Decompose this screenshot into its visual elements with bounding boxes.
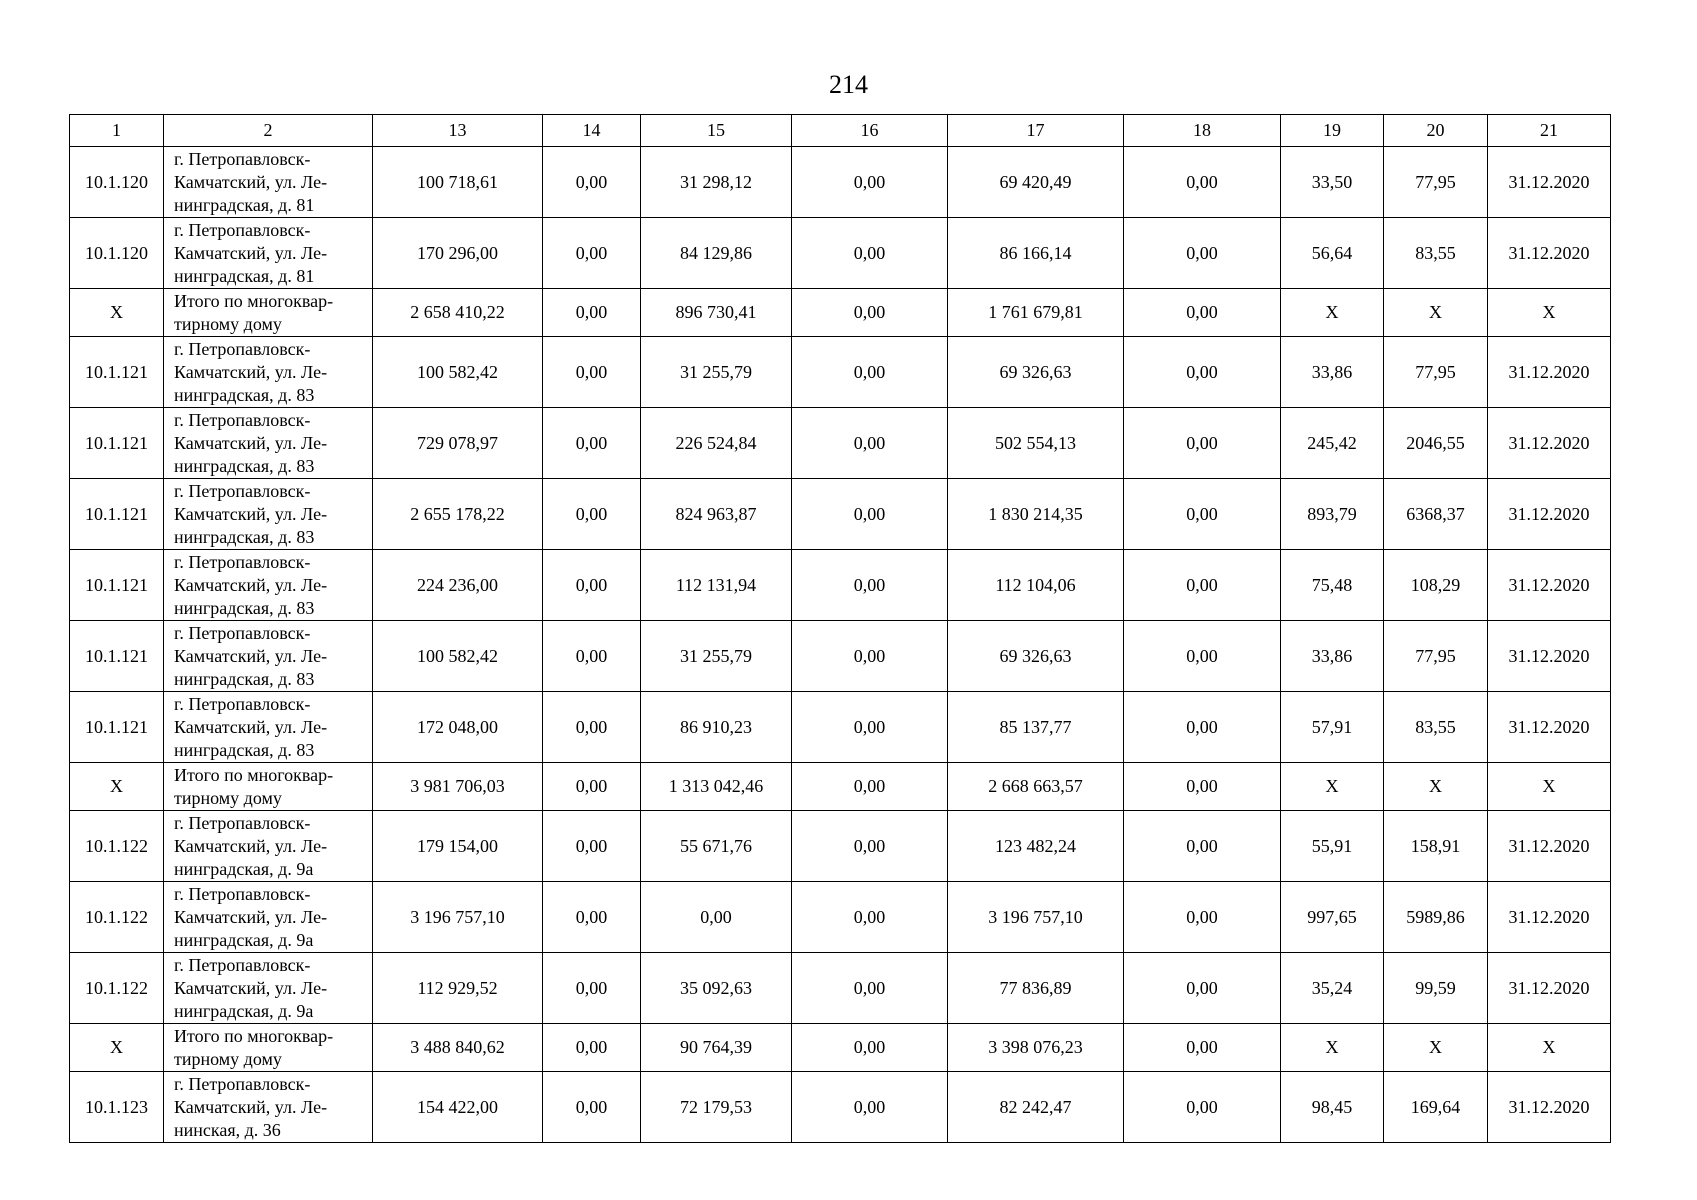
amount-col15-cell: 226 524,84: [641, 408, 792, 479]
row-id-cell: X: [70, 763, 164, 811]
amount-col18-cell: 0,00: [1124, 147, 1281, 218]
amount-col18-cell: 0,00: [1124, 218, 1281, 289]
address-cell: [164, 953, 373, 1024]
amount-col13-cell: 179 154,00: [373, 811, 543, 882]
amount-col18-cell: 0,00: [1124, 882, 1281, 953]
date-col21-cell: 31.12.2020: [1488, 408, 1611, 479]
value-col19-cell: X: [1281, 1024, 1384, 1072]
amount-col16-cell: 0,00: [792, 953, 948, 1024]
amount-col15-cell: 90 764,39: [641, 1024, 792, 1072]
table-row: [70, 621, 1611, 692]
value-col19-cell: 35,24: [1281, 953, 1384, 1024]
value-col20-cell: X: [1384, 763, 1488, 811]
amount-col16-cell: 0,00: [792, 692, 948, 763]
address-line: нинградская, д. 83: [174, 597, 315, 618]
address-cell: [164, 147, 373, 218]
value-col20-cell: 77,95: [1384, 621, 1488, 692]
address-cell: [164, 550, 373, 621]
date-col21-cell: 31.12.2020: [1488, 811, 1611, 882]
address-line: Камчатский, ул. Ле-: [174, 977, 328, 998]
amount-col14-cell: 0,00: [543, 1024, 641, 1072]
date-col21-cell: 31.12.2020: [1488, 1072, 1611, 1143]
amount-col16-cell: 0,00: [792, 1072, 948, 1143]
total-row: [70, 1024, 1611, 1072]
value-col19-cell: 56,64: [1281, 218, 1384, 289]
amount-col18-cell: 0,00: [1124, 289, 1281, 337]
row-id-cell: 10.1.121: [70, 479, 164, 550]
amount-col16-cell: 0,00: [792, 763, 948, 811]
amount-col14-cell: 0,00: [543, 550, 641, 621]
row-id-cell: 10.1.122: [70, 882, 164, 953]
address-line: Итого по многоквар-: [174, 290, 334, 311]
amount-col17-cell: 69 326,63: [948, 337, 1124, 408]
value-col20-cell: 169,64: [1384, 1072, 1488, 1143]
page-number: 214: [829, 70, 868, 99]
amount-col18-cell: 0,00: [1124, 550, 1281, 621]
table-row: [70, 882, 1611, 953]
value-col20-cell: X: [1384, 1024, 1488, 1072]
amount-col17-cell: 85 137,77: [948, 692, 1124, 763]
amount-col18-cell: 0,00: [1124, 953, 1281, 1024]
address-cell: [164, 289, 373, 337]
amount-col18-cell: 0,00: [1124, 1072, 1281, 1143]
date-col21-cell: 31.12.2020: [1488, 550, 1611, 621]
amount-col15-cell: 84 129,86: [641, 218, 792, 289]
amount-col13-cell: 729 078,97: [373, 408, 543, 479]
amount-col17-cell: 86 166,14: [948, 218, 1124, 289]
amount-col14-cell: 0,00: [543, 763, 641, 811]
row-id-cell: X: [70, 1024, 164, 1072]
amount-col13-cell: 3 488 840,62: [373, 1024, 543, 1072]
value-col20-cell: 6368,37: [1384, 479, 1488, 550]
table-row: [70, 1072, 1611, 1143]
value-col20-cell: 158,91: [1384, 811, 1488, 882]
address-line: Камчатский, ул. Ле-: [174, 242, 328, 263]
address-line: Камчатский, ул. Ле-: [174, 835, 328, 856]
amount-col18-cell: 0,00: [1124, 692, 1281, 763]
value-col20-cell: 77,95: [1384, 147, 1488, 218]
table-row: [70, 337, 1611, 408]
amount-col14-cell: 0,00: [543, 692, 641, 763]
address-line: нинградская, д. 83: [174, 739, 315, 760]
amount-col17-cell: 2 668 663,57: [948, 763, 1124, 811]
amount-col14-cell: 0,00: [543, 811, 641, 882]
amount-col17-cell: 77 836,89: [948, 953, 1124, 1024]
value-col20-cell: X: [1384, 289, 1488, 337]
column-number-row: [70, 115, 1611, 147]
address-line: Камчатский, ул. Ле-: [174, 432, 328, 453]
amount-col15-cell: 0,00: [641, 882, 792, 953]
value-col19-cell: 33,86: [1281, 337, 1384, 408]
address-line: тирному дому: [174, 313, 282, 334]
column-header: 14: [543, 115, 641, 147]
address-line: г. Петропавловск-: [174, 409, 311, 430]
amount-col15-cell: 31 298,12: [641, 147, 792, 218]
column-header: 2: [164, 115, 373, 147]
amount-col16-cell: 0,00: [792, 289, 948, 337]
row-id-cell: 10.1.121: [70, 621, 164, 692]
amount-col13-cell: 100 582,42: [373, 337, 543, 408]
date-col21-cell: 31.12.2020: [1488, 147, 1611, 218]
amount-col14-cell: 0,00: [543, 953, 641, 1024]
amount-col15-cell: 31 255,79: [641, 621, 792, 692]
value-col19-cell: 33,50: [1281, 147, 1384, 218]
amount-col13-cell: 170 296,00: [373, 218, 543, 289]
column-header: 21: [1488, 115, 1611, 147]
value-col20-cell: 2046,55: [1384, 408, 1488, 479]
amount-col13-cell: 224 236,00: [373, 550, 543, 621]
address-line: Камчатский, ул. Ле-: [174, 574, 328, 595]
amount-col16-cell: 0,00: [792, 147, 948, 218]
address-line: г. Петропавловск-: [174, 622, 311, 643]
address-line: нинградская, д. 81: [174, 265, 315, 286]
address-cell: [164, 692, 373, 763]
address-line: г. Петропавловск-: [174, 219, 311, 240]
amount-col16-cell: 0,00: [792, 218, 948, 289]
date-col21-cell: X: [1488, 763, 1611, 811]
row-id-cell: 10.1.121: [70, 337, 164, 408]
date-col21-cell: 31.12.2020: [1488, 621, 1611, 692]
value-col19-cell: 997,65: [1281, 882, 1384, 953]
amount-col15-cell: 86 910,23: [641, 692, 792, 763]
total-row: [70, 763, 1611, 811]
address-line: Камчатский, ул. Ле-: [174, 503, 328, 524]
amount-col13-cell: 172 048,00: [373, 692, 543, 763]
value-col19-cell: X: [1281, 289, 1384, 337]
address-line: Камчатский, ул. Ле-: [174, 1096, 328, 1117]
table-row: [70, 479, 1611, 550]
table-row: [70, 811, 1611, 882]
amount-col16-cell: 0,00: [792, 882, 948, 953]
amount-col17-cell: 123 482,24: [948, 811, 1124, 882]
amount-col13-cell: 2 658 410,22: [373, 289, 543, 337]
address-line: г. Петропавловск-: [174, 551, 311, 572]
amount-col15-cell: 1 313 042,46: [641, 763, 792, 811]
registry-table: [69, 114, 1611, 1143]
value-col19-cell: X: [1281, 763, 1384, 811]
amount-col16-cell: 0,00: [792, 550, 948, 621]
address-line: Камчатский, ул. Ле-: [174, 906, 328, 927]
table-row: [70, 692, 1611, 763]
address-line: Камчатский, ул. Ле-: [174, 716, 328, 737]
amount-col18-cell: 0,00: [1124, 811, 1281, 882]
address-line: нинградская, д. 83: [174, 384, 315, 405]
column-header: 13: [373, 115, 543, 147]
amount-col14-cell: 0,00: [543, 218, 641, 289]
value-col20-cell: 99,59: [1384, 953, 1488, 1024]
amount-col15-cell: 824 963,87: [641, 479, 792, 550]
amount-col18-cell: 0,00: [1124, 763, 1281, 811]
amount-col17-cell: 112 104,06: [948, 550, 1124, 621]
amount-col16-cell: 0,00: [792, 811, 948, 882]
row-id-cell: 10.1.121: [70, 408, 164, 479]
row-id-cell: 10.1.121: [70, 550, 164, 621]
date-col21-cell: 31.12.2020: [1488, 337, 1611, 408]
value-col20-cell: 77,95: [1384, 337, 1488, 408]
address-line: нинградская, д. 9а: [174, 929, 314, 950]
amount-col13-cell: 3 981 706,03: [373, 763, 543, 811]
address-line: г. Петропавловск-: [174, 148, 311, 169]
value-col20-cell: 83,55: [1384, 692, 1488, 763]
address-line: г. Петропавловск-: [174, 693, 311, 714]
column-header: 16: [792, 115, 948, 147]
value-col19-cell: 75,48: [1281, 550, 1384, 621]
address-line: г. Петропавловск-: [174, 338, 311, 359]
total-row: [70, 289, 1611, 337]
amount-col14-cell: 0,00: [543, 1072, 641, 1143]
amount-col16-cell: 0,00: [792, 1024, 948, 1072]
amount-col14-cell: 0,00: [543, 289, 641, 337]
value-col19-cell: 57,91: [1281, 692, 1384, 763]
amount-col14-cell: 0,00: [543, 479, 641, 550]
value-col20-cell: 108,29: [1384, 550, 1488, 621]
amount-col16-cell: 0,00: [792, 337, 948, 408]
amount-col17-cell: 3 196 757,10: [948, 882, 1124, 953]
row-id-cell: X: [70, 289, 164, 337]
amount-col13-cell: 3 196 757,10: [373, 882, 543, 953]
table-row: [70, 550, 1611, 621]
address-line: г. Петропавловск-: [174, 480, 311, 501]
address-cell: [164, 1072, 373, 1143]
date-col21-cell: 31.12.2020: [1488, 218, 1611, 289]
amount-col17-cell: 82 242,47: [948, 1072, 1124, 1143]
row-id-cell: 10.1.123: [70, 1072, 164, 1143]
amount-col13-cell: 100 582,42: [373, 621, 543, 692]
amount-col16-cell: 0,00: [792, 479, 948, 550]
address-line: Камчатский, ул. Ле-: [174, 645, 328, 666]
amount-col13-cell: 154 422,00: [373, 1072, 543, 1143]
amount-col15-cell: 72 179,53: [641, 1072, 792, 1143]
amount-col17-cell: 69 420,49: [948, 147, 1124, 218]
value-col19-cell: 33,86: [1281, 621, 1384, 692]
address-cell: [164, 218, 373, 289]
address-line: нинградская, д. 81: [174, 194, 315, 215]
table-body: [70, 115, 1611, 1143]
amount-col15-cell: 112 131,94: [641, 550, 792, 621]
amount-col13-cell: 2 655 178,22: [373, 479, 543, 550]
amount-col17-cell: 69 326,63: [948, 621, 1124, 692]
row-id-cell: 10.1.122: [70, 811, 164, 882]
amount-col15-cell: 896 730,41: [641, 289, 792, 337]
table-row: [70, 408, 1611, 479]
address-cell: [164, 408, 373, 479]
address-cell: [164, 882, 373, 953]
amount-col18-cell: 0,00: [1124, 1024, 1281, 1072]
amount-col15-cell: 31 255,79: [641, 337, 792, 408]
amount-col14-cell: 0,00: [543, 147, 641, 218]
address-cell: [164, 1024, 373, 1072]
address-cell: [164, 479, 373, 550]
address-line: г. Петропавловск-: [174, 1073, 311, 1094]
address-line: тирному дому: [174, 1048, 282, 1069]
row-id-cell: 10.1.121: [70, 692, 164, 763]
table-row: [70, 147, 1611, 218]
address-line: тирному дому: [174, 787, 282, 808]
address-line: Итого по многоквар-: [174, 1025, 334, 1046]
row-id-cell: 10.1.120: [70, 147, 164, 218]
address-line: Итого по многоквар-: [174, 764, 334, 785]
amount-col17-cell: 502 554,13: [948, 408, 1124, 479]
amount-col14-cell: 0,00: [543, 882, 641, 953]
amount-col18-cell: 0,00: [1124, 479, 1281, 550]
date-col21-cell: 31.12.2020: [1488, 882, 1611, 953]
column-header: 15: [641, 115, 792, 147]
date-col21-cell: 31.12.2020: [1488, 953, 1611, 1024]
amount-col15-cell: 35 092,63: [641, 953, 792, 1024]
address-line: г. Петропавловск-: [174, 954, 311, 975]
column-header: 17: [948, 115, 1124, 147]
row-id-cell: 10.1.120: [70, 218, 164, 289]
date-col21-cell: X: [1488, 1024, 1611, 1072]
address-cell: [164, 811, 373, 882]
table-row: [70, 953, 1611, 1024]
date-col21-cell: 31.12.2020: [1488, 692, 1611, 763]
amount-col18-cell: 0,00: [1124, 337, 1281, 408]
amount-col17-cell: 1 761 679,81: [948, 289, 1124, 337]
address-line: нинградская, д. 83: [174, 526, 315, 547]
amount-col16-cell: 0,00: [792, 621, 948, 692]
amount-col13-cell: 100 718,61: [373, 147, 543, 218]
value-col20-cell: 83,55: [1384, 218, 1488, 289]
address-line: Камчатский, ул. Ле-: [174, 361, 328, 382]
value-col20-cell: 5989,86: [1384, 882, 1488, 953]
amount-col17-cell: 3 398 076,23: [948, 1024, 1124, 1072]
value-col19-cell: 98,45: [1281, 1072, 1384, 1143]
date-col21-cell: 31.12.2020: [1488, 479, 1611, 550]
amount-col15-cell: 55 671,76: [641, 811, 792, 882]
amount-col18-cell: 0,00: [1124, 621, 1281, 692]
address-line: нинградская, д. 9а: [174, 858, 314, 879]
table-row: [70, 218, 1611, 289]
address-cell: [164, 337, 373, 408]
value-col19-cell: 55,91: [1281, 811, 1384, 882]
address-line: нинградская, д. 9а: [174, 1000, 314, 1021]
amount-col14-cell: 0,00: [543, 621, 641, 692]
column-header: 18: [1124, 115, 1281, 147]
address-line: нинградская, д. 83: [174, 455, 315, 476]
value-col19-cell: 893,79: [1281, 479, 1384, 550]
amount-col18-cell: 0,00: [1124, 408, 1281, 479]
amount-col14-cell: 0,00: [543, 408, 641, 479]
address-line: Камчатский, ул. Ле-: [174, 171, 328, 192]
row-id-cell: 10.1.122: [70, 953, 164, 1024]
value-col19-cell: 245,42: [1281, 408, 1384, 479]
address-line: г. Петропавловск-: [174, 883, 311, 904]
amount-col13-cell: 112 929,52: [373, 953, 543, 1024]
address-line: нинградская, д. 83: [174, 668, 315, 689]
amount-col17-cell: 1 830 214,35: [948, 479, 1124, 550]
address-cell: [164, 763, 373, 811]
address-line: нинская, д. 36: [174, 1119, 281, 1140]
address-cell: [164, 621, 373, 692]
column-header: 20: [1384, 115, 1488, 147]
column-header: 1: [70, 115, 164, 147]
date-col21-cell: X: [1488, 289, 1611, 337]
column-header: 19: [1281, 115, 1384, 147]
amount-col16-cell: 0,00: [792, 408, 948, 479]
address-line: г. Петропавловск-: [174, 812, 311, 833]
amount-col14-cell: 0,00: [543, 337, 641, 408]
